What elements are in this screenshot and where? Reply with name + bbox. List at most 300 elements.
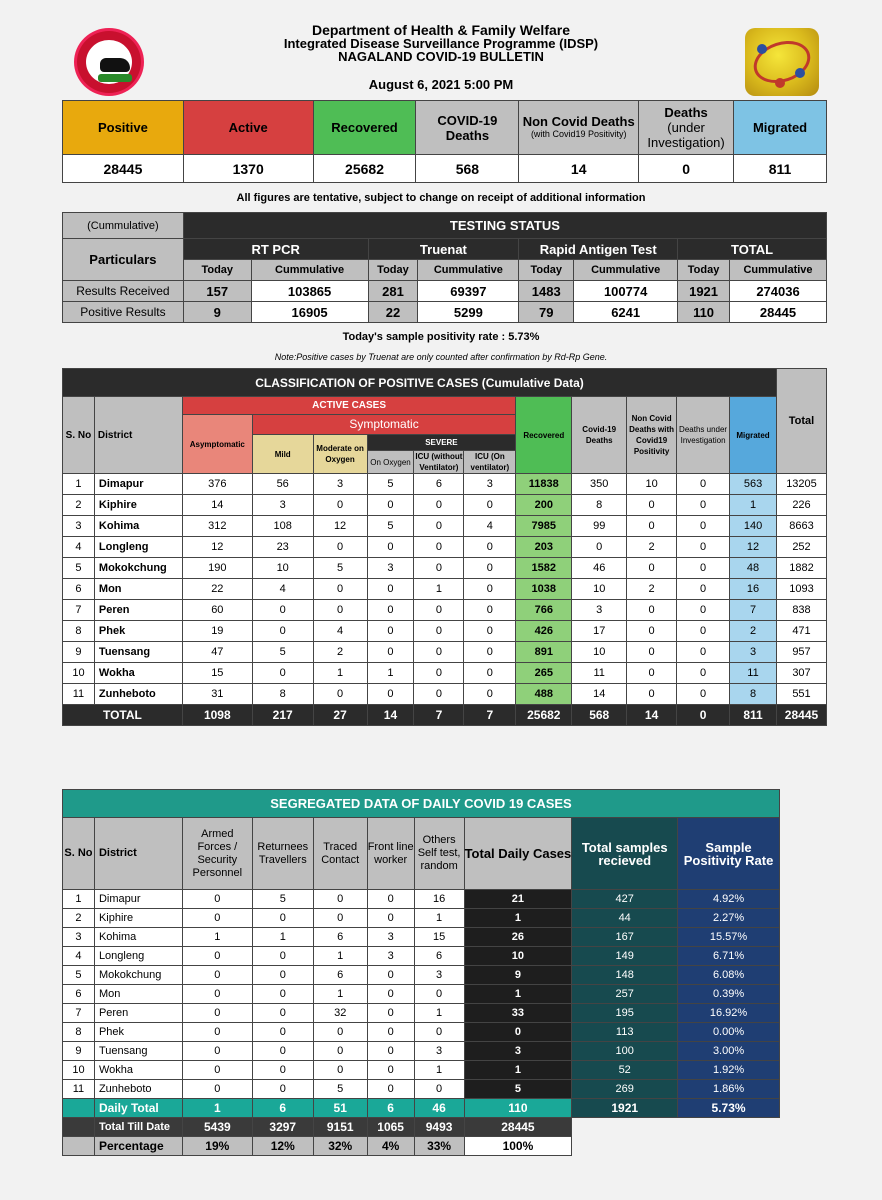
cell: 1	[464, 985, 572, 1004]
cell: 274036	[730, 281, 827, 302]
segregated-row	[63, 909, 780, 928]
cell: 5	[367, 474, 414, 495]
cell: 0	[182, 985, 252, 1004]
segregated-row	[63, 890, 780, 909]
mild-header: Mild	[252, 435, 313, 474]
cell: 1093	[776, 579, 826, 600]
cell: 0	[464, 642, 516, 663]
cell: 0	[464, 621, 516, 642]
cell: 0	[464, 537, 516, 558]
cell: 31	[182, 684, 252, 705]
cell: 7	[63, 600, 95, 621]
cell: 11	[63, 1080, 95, 1099]
cell: 0	[414, 558, 464, 579]
particulars-header: Particulars	[63, 239, 184, 281]
cell: 891	[516, 642, 572, 663]
cell: 47	[182, 642, 252, 663]
cell: 1.92%	[678, 1061, 780, 1080]
cell: 195	[572, 1004, 678, 1023]
segregated-title: SEGREGATED DATA OF DAILY COVID 19 CASES	[63, 790, 780, 818]
cell: 307	[776, 663, 826, 684]
cell: 21	[464, 890, 572, 909]
seg-header-sno: S. No	[63, 818, 95, 890]
cell: 0	[464, 600, 516, 621]
cell: 1	[414, 1061, 464, 1080]
cell: 56	[252, 474, 313, 495]
cell: 7	[730, 600, 777, 621]
cell: 33	[464, 1004, 572, 1023]
daily-total-cell: 110	[464, 1099, 572, 1118]
percentage-label: Percentage	[94, 1137, 182, 1156]
daily-total-row	[63, 1099, 780, 1118]
deaths-under-header: Deaths under Investigation	[677, 397, 730, 474]
cell: 1921	[678, 281, 730, 302]
today-header: Today	[519, 260, 574, 281]
district-name: Tuensang	[94, 642, 182, 663]
deaths-under-title: Deaths	[664, 105, 708, 120]
migrated-value: 811	[734, 155, 827, 183]
cell: 281	[368, 281, 418, 302]
noncovid-deaths-value: 14	[519, 155, 639, 183]
cell: 1	[182, 928, 252, 947]
percentage-cell: 4%	[367, 1137, 414, 1156]
cell: 203	[516, 537, 572, 558]
cell: 15	[182, 663, 252, 684]
cell: 0	[627, 621, 677, 642]
seg-header-positivity: Sample Positivity Rate	[678, 818, 780, 890]
cell: 0	[313, 909, 367, 928]
bulletin-date: August 6, 2021 5:00 PM	[368, 77, 514, 92]
active-label: Active	[183, 101, 313, 155]
cell: 8	[572, 495, 627, 516]
testing-group-rat: Rapid Antigen Test	[519, 239, 678, 260]
till-date-cell: 28445	[464, 1118, 572, 1137]
cell: 17	[572, 621, 627, 642]
seg-header-district: District	[94, 818, 182, 890]
cell: 3	[313, 474, 367, 495]
cell: 60	[182, 600, 252, 621]
cell: 350	[572, 474, 627, 495]
cell: 0	[627, 558, 677, 579]
till-date-label: Total Till Date	[94, 1118, 182, 1137]
cell: 0	[677, 684, 730, 705]
deaths-under-label	[639, 101, 734, 155]
noncovid-deaths-sub: (with Covid19 Positivity)	[530, 129, 627, 139]
district-name: Tuensang	[94, 1042, 182, 1061]
district-name: Mon	[94, 579, 182, 600]
classification-table	[62, 368, 827, 726]
segregated-row	[63, 1061, 780, 1080]
cell: 312	[182, 516, 252, 537]
cell: 0	[313, 495, 367, 516]
cell: 0	[367, 966, 414, 985]
cell: 0	[677, 516, 730, 537]
cell: 1	[464, 1061, 572, 1080]
cell: 0	[252, 947, 313, 966]
cell: 14	[182, 495, 252, 516]
cell: 0	[414, 1023, 464, 1042]
cell: 0	[182, 1004, 252, 1023]
seg-header-armed: Armed Forces / Security Personnel	[182, 818, 252, 890]
cell: 269	[572, 1080, 678, 1099]
cell: 3	[464, 1042, 572, 1061]
district-header: District	[94, 397, 182, 474]
daily-total-cell: 6	[367, 1099, 414, 1118]
cell: 957	[776, 642, 826, 663]
classification-title: CLASSIFICATION OF POSITIVE CASES (Cumulative Data)	[63, 369, 777, 397]
cell: 3	[414, 1042, 464, 1061]
cell: 0	[313, 684, 367, 705]
classification-row	[63, 516, 827, 537]
active-value: 1370	[183, 155, 313, 183]
cell: 0	[182, 947, 252, 966]
cell: 22	[182, 579, 252, 600]
cumm-header: Cummulative	[418, 260, 519, 281]
cell: 10	[627, 474, 677, 495]
district-name: Phek	[94, 1023, 182, 1042]
cell: 0	[313, 1023, 367, 1042]
cell: 226	[776, 495, 826, 516]
cell: 252	[776, 537, 826, 558]
on-oxygen-header: On Oxygen	[367, 451, 414, 474]
cell: 0	[367, 684, 414, 705]
district-name: Longleng	[94, 947, 182, 966]
cell: 108	[252, 516, 313, 537]
deaths-under-sub: (under Investigation)	[647, 120, 725, 150]
total-cell: 811	[730, 705, 777, 726]
cell: 6.71%	[678, 947, 780, 966]
classification-rows	[63, 474, 827, 705]
cell: 1	[414, 579, 464, 600]
cell: 1.86%	[678, 1080, 780, 1099]
cumm-header: Cummulative	[574, 260, 678, 281]
cell: 0	[464, 558, 516, 579]
classification-row	[63, 537, 827, 558]
row-label: Positive Results	[63, 302, 184, 323]
district-name: Mokokchung	[94, 966, 182, 985]
cell: 10	[572, 579, 627, 600]
cell: 0	[252, 1061, 313, 1080]
cell: 5	[313, 558, 367, 579]
cell: 7	[63, 1004, 95, 1023]
cell: 1038	[516, 579, 572, 600]
district-name: Kiphire	[94, 909, 182, 928]
symptomatic-header: Symptomatic	[252, 415, 516, 435]
cell: 0	[677, 621, 730, 642]
cell: 48	[730, 558, 777, 579]
segregated-table	[62, 789, 780, 1156]
cell: 0	[414, 600, 464, 621]
bulletin-header	[0, 0, 882, 100]
cell: 0	[677, 495, 730, 516]
segregated-row	[63, 985, 780, 1004]
cell: 16	[414, 890, 464, 909]
cell: 9	[183, 302, 251, 323]
cell: 0	[627, 516, 677, 537]
percentage-cell: 12%	[252, 1137, 313, 1156]
cell: 0	[252, 1023, 313, 1042]
cell: 1	[252, 928, 313, 947]
cell: 265	[516, 663, 572, 684]
testing-group-rtpcr: RT PCR	[183, 239, 368, 260]
segregated-row	[63, 1004, 780, 1023]
cell: 5	[252, 642, 313, 663]
district-name: Kohima	[94, 928, 182, 947]
cell: 0	[313, 579, 367, 600]
daily-total-cell: 1	[182, 1099, 252, 1118]
till-date-cell: 1065	[367, 1118, 414, 1137]
cell: 0	[572, 537, 627, 558]
district-name: Phek	[94, 621, 182, 642]
cell: 1	[414, 909, 464, 928]
cell: 0	[367, 642, 414, 663]
cell: 5	[367, 516, 414, 537]
cumulative-label: (Cummulative)	[63, 213, 184, 239]
seg-header-daily: Total Daily Cases	[464, 818, 572, 890]
daily-total-cell: 51	[313, 1099, 367, 1118]
testing-row-positive	[63, 302, 827, 323]
cell: 0	[367, 890, 414, 909]
cell: 838	[776, 600, 826, 621]
cell: 0	[677, 579, 730, 600]
cell: 5	[464, 1080, 572, 1099]
cell: 4	[63, 537, 95, 558]
cell: 0	[367, 621, 414, 642]
cell: 14	[572, 684, 627, 705]
cell: 1	[367, 663, 414, 684]
cell: 6241	[574, 302, 678, 323]
cell: 6.08%	[678, 966, 780, 985]
cell: 0	[182, 1061, 252, 1080]
icu-on-header: ICU (On ventilator)	[464, 451, 516, 474]
till-date-cell: 5439	[182, 1118, 252, 1137]
sno-header: S. No	[63, 397, 95, 474]
total-cell: 27	[313, 705, 367, 726]
total-label: TOTAL	[63, 705, 183, 726]
cell: 1	[313, 947, 367, 966]
cell: 190	[182, 558, 252, 579]
cell: 0	[464, 663, 516, 684]
cell: 1	[464, 909, 572, 928]
cell: 0	[677, 642, 730, 663]
cumm-header: Cummulative	[730, 260, 827, 281]
cell: 3	[464, 474, 516, 495]
cell: 3	[252, 495, 313, 516]
cell: 15.57%	[678, 928, 780, 947]
cell: 0	[627, 684, 677, 705]
district-name: Zunheboto	[94, 1080, 182, 1099]
district-name: Mon	[94, 985, 182, 1004]
cell: 0	[414, 985, 464, 1004]
cell: 0	[367, 909, 414, 928]
classification-total-row	[63, 705, 827, 726]
testing-row-received	[63, 281, 827, 302]
cell: 9	[63, 1042, 95, 1061]
today-header: Today	[183, 260, 251, 281]
noncovid-header: Non Covid Deaths with Covid19 Positivity	[627, 397, 677, 474]
cell: 69397	[418, 281, 519, 302]
cell: 8	[63, 621, 95, 642]
cell: 12	[313, 516, 367, 537]
cell: 4	[63, 947, 95, 966]
cell: 0	[677, 600, 730, 621]
classification-row	[63, 621, 827, 642]
cell: 5	[252, 890, 313, 909]
recovered-label: Recovered	[313, 101, 416, 155]
department-name: Department of Health & Family Welfare	[311, 22, 571, 38]
segregated-row	[63, 1042, 780, 1061]
cell: 0	[464, 1023, 572, 1042]
cell: 26	[464, 928, 572, 947]
covid-deaths-value: 568	[416, 155, 519, 183]
percentage-cell: 100%	[464, 1137, 572, 1156]
district-name: Kohima	[94, 516, 182, 537]
testing-group-total: TOTAL	[678, 239, 827, 260]
cell: 10	[63, 1061, 95, 1080]
cell: 0	[252, 1080, 313, 1099]
cell: 1	[313, 663, 367, 684]
daily-total-cell: 6	[252, 1099, 313, 1118]
cell: 9	[63, 642, 95, 663]
cell: 2.27%	[678, 909, 780, 928]
cell: 0	[182, 1023, 252, 1042]
cell: 0	[182, 909, 252, 928]
cell: 0	[627, 600, 677, 621]
district-name: Kiphire	[94, 495, 182, 516]
testing-title: TESTING STATUS	[183, 213, 826, 239]
cell: 766	[516, 600, 572, 621]
cell: 5	[63, 966, 95, 985]
nagaland-govt-logo	[74, 28, 144, 96]
tentative-note: All figures are tentative, subject to change on receipt of additional information	[236, 192, 646, 204]
cell: 11838	[516, 474, 572, 495]
cell: 0	[464, 495, 516, 516]
cell: 5	[63, 558, 95, 579]
cell: 140	[730, 516, 777, 537]
percentage-cell: 19%	[182, 1137, 252, 1156]
positive-value: 28445	[63, 155, 184, 183]
cell: 6	[414, 947, 464, 966]
cell: 2	[63, 909, 95, 928]
cell: 2	[627, 579, 677, 600]
cell: 23	[252, 537, 313, 558]
classification-row	[63, 558, 827, 579]
district-name: Wokha	[94, 1061, 182, 1080]
cell: 3	[367, 558, 414, 579]
cell: 0	[252, 621, 313, 642]
cell: 4	[313, 621, 367, 642]
recovered-header: Recovered	[516, 397, 572, 474]
cell: 0	[313, 537, 367, 558]
testing-status-table	[62, 212, 827, 323]
classification-row	[63, 600, 827, 621]
cell: 3	[367, 928, 414, 947]
cell: 110	[678, 302, 730, 323]
cell: 0	[313, 890, 367, 909]
total-cell: 0	[677, 705, 730, 726]
total-cell: 7	[464, 705, 516, 726]
cell: 0	[367, 537, 414, 558]
cell: 6	[414, 474, 464, 495]
cell: 12	[182, 537, 252, 558]
total-cell: 1098	[182, 705, 252, 726]
till-date-cell: 9151	[313, 1118, 367, 1137]
cell: 0	[367, 1023, 414, 1042]
cell: 0	[627, 663, 677, 684]
cell: 0	[414, 663, 464, 684]
total-cell: 568	[572, 705, 627, 726]
total-cell: 25682	[516, 705, 572, 726]
cell: 0	[464, 684, 516, 705]
cell: 11	[730, 663, 777, 684]
cell: 3	[730, 642, 777, 663]
total-cell: 28445	[776, 705, 826, 726]
cell: 0	[627, 495, 677, 516]
cell: 1	[63, 474, 95, 495]
cell: 0	[182, 890, 252, 909]
cell: 10	[252, 558, 313, 579]
cell: 427	[572, 890, 678, 909]
cell: 46	[572, 558, 627, 579]
district-name: Peren	[94, 600, 182, 621]
cell: 563	[730, 474, 777, 495]
cell: 28445	[730, 302, 827, 323]
cell: 0	[414, 537, 464, 558]
migrated-header: Migrated	[730, 397, 777, 474]
bulletin-name: NAGALAND COVID-19 BULLETIN	[338, 49, 544, 64]
total-cell: 7	[414, 705, 464, 726]
segregated-row	[63, 1023, 780, 1042]
cell: 1	[313, 985, 367, 1004]
daily-total-cell: 46	[414, 1099, 464, 1118]
cell: 8663	[776, 516, 826, 537]
cell: 4	[464, 516, 516, 537]
cell: 0	[252, 909, 313, 928]
cell: 0	[367, 1004, 414, 1023]
cell: 0	[252, 663, 313, 684]
classification-row	[63, 684, 827, 705]
seg-header-traced: Traced Contact	[313, 818, 367, 890]
cell: 10	[572, 642, 627, 663]
cell: 12	[730, 537, 777, 558]
segregated-row	[63, 947, 780, 966]
cell: 0	[414, 516, 464, 537]
row-label: Results Received	[63, 281, 184, 302]
cell: 376	[182, 474, 252, 495]
cell: 0	[313, 600, 367, 621]
cell: 79	[519, 302, 574, 323]
summary-table	[62, 100, 827, 183]
till-date-cell: 3297	[252, 1118, 313, 1137]
classification-row	[63, 495, 827, 516]
covid-deaths-header: Covid-19 Deaths	[572, 397, 627, 474]
cell: 113	[572, 1023, 678, 1042]
cell: 0	[414, 621, 464, 642]
cell: 22	[368, 302, 418, 323]
seg-header-frontline: Front line worker	[367, 818, 414, 890]
total-cell: 217	[252, 705, 313, 726]
cell: 3	[414, 966, 464, 985]
cell: 6	[63, 985, 95, 1004]
district-name: Wokha	[94, 663, 182, 684]
cell: 1582	[516, 558, 572, 579]
cell: 13205	[776, 474, 826, 495]
cell: 10	[464, 947, 572, 966]
today-header: Today	[678, 260, 730, 281]
cell: 16	[730, 579, 777, 600]
deaths-under-value: 0	[639, 155, 734, 183]
cell: 3	[63, 928, 95, 947]
